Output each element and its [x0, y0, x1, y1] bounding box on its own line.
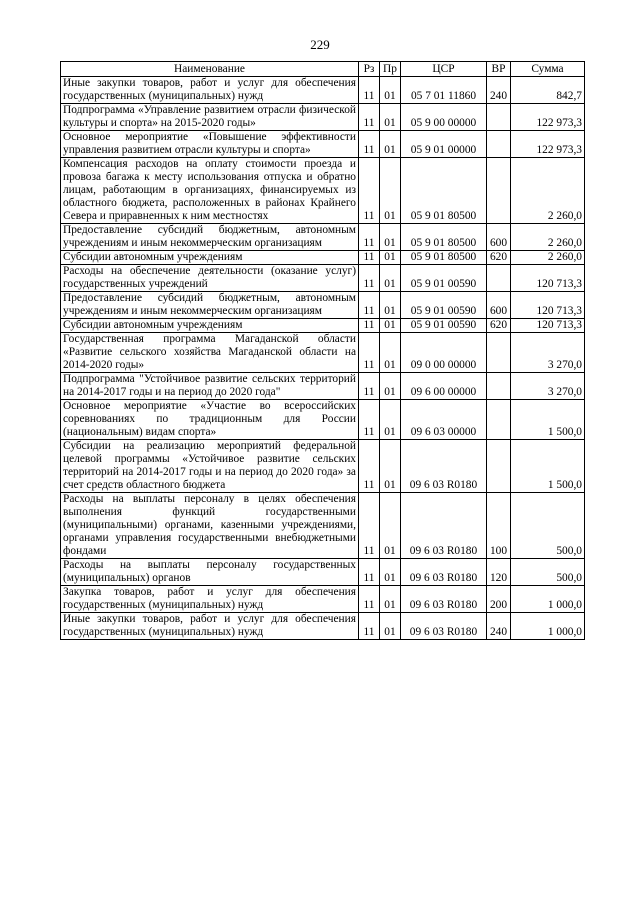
cell-rz: 11: [359, 251, 380, 265]
cell-csr: 09 0 00 00000: [401, 333, 487, 373]
table-row: [61, 586, 585, 613]
cell-name: Расходы на выплаты персоналу в целях обеспечения выполнения функций государственными (муниципальными) органами, казенными учреждениями, органами управления государственными внебюджетными фондами: [61, 493, 359, 559]
cell-pr: 01: [380, 400, 401, 440]
cell-pr: 01: [380, 440, 401, 493]
cell-name: Субсидии автономным учреждениям: [61, 319, 359, 333]
table-row: [61, 251, 585, 265]
cell-sum: 1 500,0: [511, 400, 585, 440]
cell-name: Компенсация расходов на оплату стоимости проезда и провоза багажа к месту использования отпуска и обратно лицам, работающим в организациях, финансируемых из областного бюджета, расположенных в районах Крайнего Севера и приравненных к ним местностях: [61, 158, 359, 224]
cell-vr: 200: [487, 586, 511, 613]
cell-sum: 2 260,0: [511, 224, 585, 251]
cell-rz: 11: [359, 265, 380, 292]
cell-csr: 09 6 03 R0180: [401, 559, 487, 586]
cell-pr: 01: [380, 131, 401, 158]
cell-csr: 09 6 03 R0180: [401, 586, 487, 613]
cell-sum: 120 713,3: [511, 292, 585, 319]
cell-vr: [487, 440, 511, 493]
budget-table: [60, 61, 585, 640]
header-csr: ЦСР: [401, 62, 487, 77]
table-row: [61, 373, 585, 400]
cell-sum: 500,0: [511, 493, 585, 559]
cell-sum: 122 973,3: [511, 131, 585, 158]
cell-rz: 11: [359, 586, 380, 613]
cell-name: Субсидии автономным учреждениям: [61, 251, 359, 265]
cell-csr: 05 9 01 00590: [401, 265, 487, 292]
cell-vr: 620: [487, 319, 511, 333]
cell-pr: 01: [380, 158, 401, 224]
cell-sum: 2 260,0: [511, 158, 585, 224]
table-row: [61, 224, 585, 251]
cell-rz: 11: [359, 77, 380, 104]
cell-csr: 05 9 01 00000: [401, 131, 487, 158]
cell-csr: 05 9 01 00590: [401, 319, 487, 333]
cell-vr: 620: [487, 251, 511, 265]
cell-name: Иные закупки товаров, работ и услуг для обеспечения государственных (муниципальных) нужд: [61, 613, 359, 640]
cell-rz: 11: [359, 613, 380, 640]
cell-csr: 09 6 03 R0180: [401, 440, 487, 493]
table-row: [61, 440, 585, 493]
cell-rz: 11: [359, 292, 380, 319]
header-vr: ВР: [487, 62, 511, 77]
cell-vr: 120: [487, 559, 511, 586]
cell-rz: 11: [359, 131, 380, 158]
table-row: [61, 158, 585, 224]
cell-name: Подпрограмма "Устойчивое развитие сельских территорий на 2014-2017 годы и на период до 2020 года": [61, 373, 359, 400]
cell-sum: 3 270,0: [511, 333, 585, 373]
cell-rz: 11: [359, 104, 380, 131]
table-body: [61, 77, 585, 640]
cell-vr: 100: [487, 493, 511, 559]
cell-vr: [487, 131, 511, 158]
cell-sum: 1 500,0: [511, 440, 585, 493]
cell-name: Государственная программа Магаданской области «Развитие сельского хозяйства Магаданской области на 2014-2020 годы»: [61, 333, 359, 373]
cell-sum: 1 000,0: [511, 586, 585, 613]
cell-name: Закупка товаров, работ и услуг для обеспечения государственных (муниципальных) нужд: [61, 586, 359, 613]
cell-rz: 11: [359, 319, 380, 333]
header-pr: Пр: [380, 62, 401, 77]
cell-vr: [487, 373, 511, 400]
cell-rz: 11: [359, 158, 380, 224]
cell-pr: 01: [380, 224, 401, 251]
cell-rz: 11: [359, 493, 380, 559]
cell-csr: 05 9 01 80500: [401, 251, 487, 265]
cell-sum: 120 713,3: [511, 265, 585, 292]
table-row: [61, 319, 585, 333]
cell-pr: 01: [380, 493, 401, 559]
cell-name: Предоставление субсидий бюджетным, автономным учреждениям и иным некоммерческим организациям: [61, 224, 359, 251]
header-sum: Сумма: [511, 62, 585, 77]
cell-name: Расходы на обеспечение деятельности (оказание услуг) государственных учреждений: [61, 265, 359, 292]
cell-pr: 01: [380, 559, 401, 586]
cell-vr: [487, 265, 511, 292]
cell-vr: [487, 104, 511, 131]
cell-csr: 05 9 01 80500: [401, 158, 487, 224]
table-row: [61, 493, 585, 559]
cell-vr: 600: [487, 224, 511, 251]
cell-pr: 01: [380, 77, 401, 104]
cell-pr: 01: [380, 265, 401, 292]
cell-pr: 01: [380, 251, 401, 265]
cell-sum: 1 000,0: [511, 613, 585, 640]
cell-pr: 01: [380, 104, 401, 131]
cell-csr: 09 6 03 R0180: [401, 493, 487, 559]
cell-csr: 09 6 00 00000: [401, 373, 487, 400]
cell-rz: 11: [359, 373, 380, 400]
cell-vr: [487, 333, 511, 373]
cell-sum: 120 713,3: [511, 319, 585, 333]
table-row: [61, 131, 585, 158]
cell-name: Предоставление субсидий бюджетным, автономным учреждениям и иным некоммерческим организациям: [61, 292, 359, 319]
cell-sum: 2 260,0: [511, 251, 585, 265]
cell-pr: 01: [380, 319, 401, 333]
table-row: [61, 77, 585, 104]
cell-csr: 09 6 03 R0180: [401, 613, 487, 640]
cell-rz: 11: [359, 224, 380, 251]
cell-rz: 11: [359, 333, 380, 373]
table-row: [61, 292, 585, 319]
table-row: [61, 559, 585, 586]
cell-rz: 11: [359, 559, 380, 586]
cell-name: Иные закупки товаров, работ и услуг для обеспечения государственных (муниципальных) нужд: [61, 77, 359, 104]
cell-sum: 3 270,0: [511, 373, 585, 400]
cell-pr: 01: [380, 292, 401, 319]
cell-rz: 11: [359, 400, 380, 440]
cell-pr: 01: [380, 613, 401, 640]
cell-csr: 05 7 01 11860: [401, 77, 487, 104]
cell-name: Расходы на выплаты персоналу государственных (муниципальных) органов: [61, 559, 359, 586]
table-header-row: [61, 62, 585, 77]
cell-vr: [487, 400, 511, 440]
cell-sum: 842,7: [511, 77, 585, 104]
table-row: [61, 613, 585, 640]
cell-vr: 240: [487, 77, 511, 104]
cell-pr: 01: [380, 333, 401, 373]
cell-vr: 240: [487, 613, 511, 640]
cell-pr: 01: [380, 373, 401, 400]
cell-name: Подпрограмма «Управление развитием отрасли физической культуры и спорта» на 2015-2020 годы»: [61, 104, 359, 131]
cell-sum: 122 973,3: [511, 104, 585, 131]
cell-name: Основное мероприятие «Повышение эффективности управления развитием отрасли культуры и спорта»: [61, 131, 359, 158]
cell-csr: 05 9 01 00590: [401, 292, 487, 319]
table-row: [61, 333, 585, 373]
table-row: [61, 265, 585, 292]
cell-name: Субсидии на реализацию мероприятий федеральной целевой программы «Устойчивое развитие сельских территорий на 2014-2017 годы и на период до 2020 года» за счет средств областного бюджета: [61, 440, 359, 493]
cell-csr: 09 6 03 00000: [401, 400, 487, 440]
cell-rz: 11: [359, 440, 380, 493]
cell-vr: 600: [487, 292, 511, 319]
cell-csr: 05 9 01 80500: [401, 224, 487, 251]
cell-csr: 05 9 00 00000: [401, 104, 487, 131]
cell-pr: 01: [380, 586, 401, 613]
header-name: Наименование: [61, 62, 359, 77]
table-row: [61, 400, 585, 440]
table-row: [61, 104, 585, 131]
page-number: 229: [310, 37, 330, 52]
cell-sum: 500,0: [511, 559, 585, 586]
header-rz: Рз: [359, 62, 380, 77]
cell-vr: [487, 158, 511, 224]
cell-name: Основное мероприятие «Участие во всероссийских соревнованиях по традиционным для России (национальным) видам спорта»: [61, 400, 359, 440]
